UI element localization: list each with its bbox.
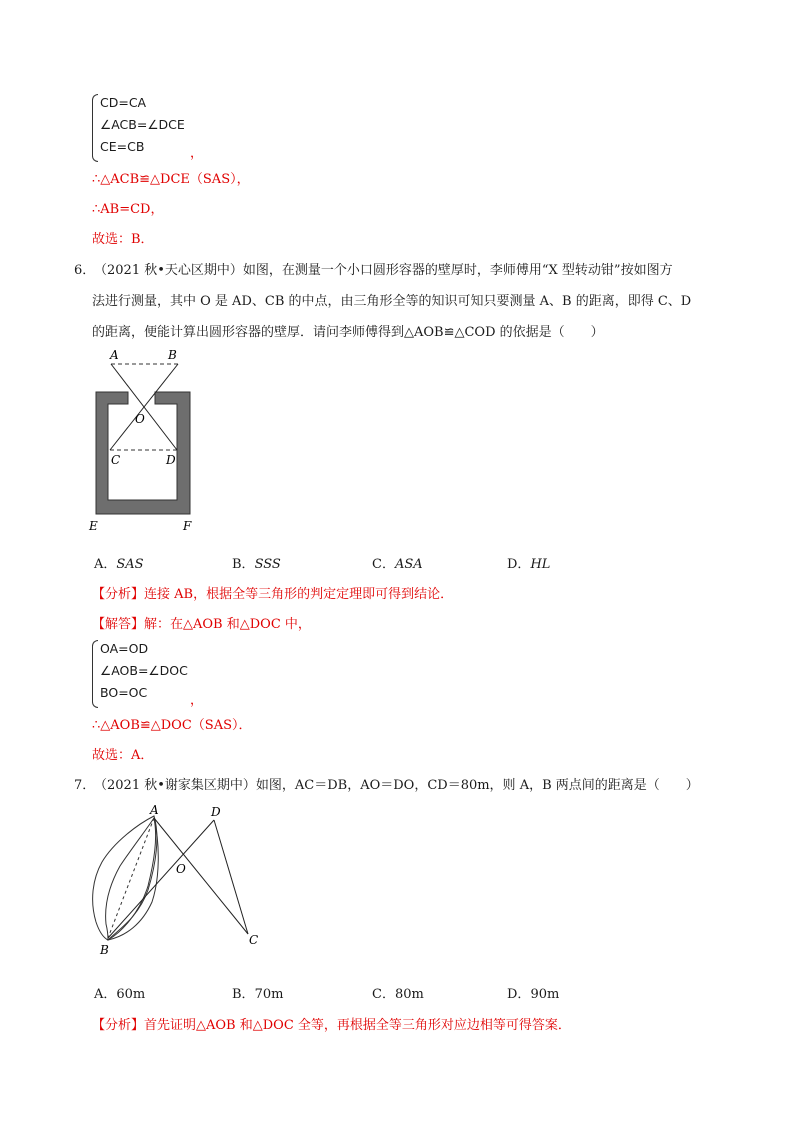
q5-conclusion-length: ∴AB=CD， [92,202,164,217]
system-comma: ， [190,146,204,161]
label-b: B [100,943,109,957]
label-c: C [111,453,121,467]
q7-river-figure [86,800,270,960]
analysis-tag: 【分析】 [92,1018,145,1033]
choice-c[interactable] [372,556,423,574]
equation-list [100,92,185,158]
label-b: B [168,348,177,362]
label-a: A [150,803,159,817]
label-e: E [89,519,98,533]
pond-outline-inner [106,818,156,940]
label-o: O [176,862,186,876]
q7-analysis [92,1017,571,1035]
choice-value: 90m [530,987,560,1002]
choice-b[interactable] [232,556,281,574]
segment-ac [154,818,248,934]
choice-value: SAS [116,557,144,572]
choice-a[interactable] [94,986,145,1004]
choice-letter: A． [94,557,117,572]
question-text-line: （2021 秋•天心区期中）如图，在测量一个小口圆形容器的壁厚时，李师傅用“X 型转动钳”按如图方 [94,263,673,278]
question-number: 7． [74,778,96,793]
choice-letter: D． [507,987,531,1002]
pond-outline-outer [93,816,157,940]
analysis-tag: 【分析】 [92,587,145,602]
label-o: O [135,412,145,426]
equation: ∠AOB=∠DOC [100,663,188,678]
segment-bd [108,820,214,938]
equation: CE=CB [100,139,145,154]
question-text-line: 的距离，便能计算出圆形容器的壁厚．请问李师傅得到△AOB≌△COD 的依据是（ ） [92,325,604,340]
choice-letter: D． [507,557,531,572]
q6-answer: 故选：A． [92,748,154,763]
label-c: C [249,933,259,947]
choice-c[interactable] [372,986,424,1004]
question-text-line: 法进行测量，其中 O 是 AD、CB 的中点，由三角形全等的知识可知只要测量 A、B 的距离，即得 C、D [92,294,692,309]
choice-letter: A． [94,987,117,1002]
solution-tag: 【解答】 [92,617,145,632]
question-number: 6． [74,263,96,278]
choice-letter: B． [232,987,255,1002]
label-f: F [183,519,192,533]
choice-letter: C． [372,987,395,1002]
q5-answer: 故选：B． [92,232,154,247]
analysis-text: 首先证明△AOB 和△DOC 全等，再根据全等三角形对应边相等可得答案． [144,1018,571,1033]
q6-conclusion: ∴△AOB≌△DOC（SAS）． [92,718,252,733]
equation: OA=OD [100,641,149,656]
segment-ab-dashed [108,818,154,938]
choice-a[interactable] [94,556,144,574]
q6-analysis [92,586,453,604]
segment-dc [214,820,248,934]
equation-list [100,638,188,704]
equation: CD=CA [100,95,147,110]
choice-value: 80m [394,987,424,1002]
segment-bc [110,364,178,450]
analysis-text: 连接 AB，根据全等三角形的判定定理即可得到结论． [144,587,454,602]
q6-x-pliers-figure [80,344,220,536]
q5-conclusion-congruence: ∴△ACB≌△DCE（SAS）， [92,172,250,187]
choice-value: 60m [116,987,146,1002]
solution-text: 解：在△AOB 和△DOC 中， [144,617,311,632]
choice-d[interactable] [507,986,559,1004]
brace-symbol [92,94,98,162]
choice-d[interactable] [507,556,550,574]
choice-b[interactable] [232,986,283,1004]
choice-letter: B． [232,557,255,572]
question-text-line: （2021 秋•谢家集区期中）如图，AC＝DB，AO＝DO，CD＝80m，则 A，B 两点间的距离是（ ） [94,778,699,793]
choice-value: SSS [254,557,281,572]
equation: ∠ACB=∠DCE [100,117,185,132]
equation: BO=OC [100,685,148,700]
choice-value: ASA [394,557,423,572]
label-a: A [110,348,119,362]
choice-value: 70m [254,987,284,1002]
choice-value: HL [530,557,551,572]
q6-solution [92,616,311,634]
label-d: D [166,453,176,467]
label-d: D [211,805,221,819]
system-comma: ， [190,693,204,708]
brace-symbol [92,640,98,708]
choice-letter: C． [372,557,395,572]
